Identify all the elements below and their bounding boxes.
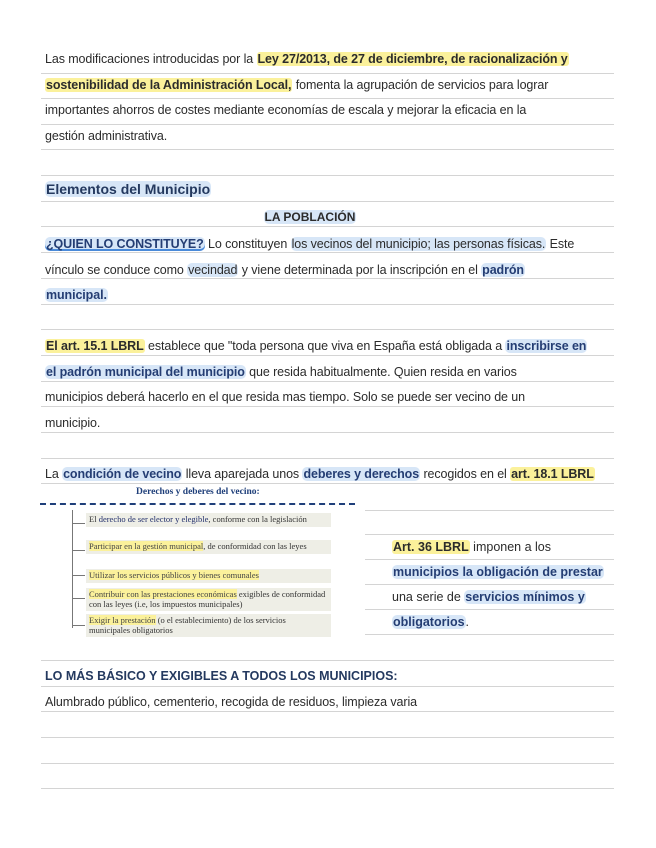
obligatorios-highlight: obligatorios [393,615,465,629]
constituye-line-3 [45,286,613,304]
diagram-tick [72,523,85,524]
constituye-line-2 [45,261,613,279]
item-key: Exigir la prestación [89,615,156,625]
intro-line-1 [45,50,613,68]
art36-line-4 [392,613,469,631]
text: una serie de [392,590,465,604]
diagram-item [86,513,331,527]
text: El [89,514,99,524]
text: . [465,615,470,629]
item-key: Contribuir con las prestaciones económicas [89,589,237,599]
text: que resida habitualmente. Quien resida en varios [245,365,517,379]
text: Este [546,237,575,251]
diagram-title: Derechos y deberes del vecino: [136,487,260,497]
text: lleva aparejada unos [182,467,303,481]
text: vínculo se conduce como [45,263,188,277]
section-heading-text: Elementos del Municipio [46,181,211,197]
art15-line-2 [45,363,613,381]
art15-highlight: El art. 15.1 LBRL [46,339,144,353]
constituye-line-1 [45,235,613,253]
padron-highlight: padrón [482,263,524,277]
deberes-highlight: deberes y derechos [303,467,420,481]
art15-line-3: municipios deberá hacerlo en el que resida mas tiempo. Solo se puede ser vecino de un [45,390,525,404]
text: , de conformidad con las leyes [203,541,307,551]
diagram-tick [72,598,85,599]
inscribirse-highlight: inscribirse en [506,339,587,353]
text: imponen a los [469,540,552,554]
intro-line-2 [45,76,613,94]
art15-line-1 [45,337,613,355]
item-key: derecho de ser elector y elegible [98,514,209,524]
padron-municipal-highlight: el padrón municipal del municipio [46,365,245,379]
text: Lo constituyen [204,237,291,251]
poblacion-title [0,210,620,224]
intro-line-3: importantes ahorros de costes mediante economías de escala y mejorar la eficacia en la [45,103,527,117]
intro-line-4: gestión administrativa. [45,129,168,143]
text: (o el establecimiento) de los servicios municipales obligatorios [89,615,286,635]
art36-line-2 [392,563,604,581]
basico-text: Alumbrado público, cementerio, recogida de residuos, limpieza varia [45,695,417,709]
diagram-tick [72,625,85,626]
municipal-highlight: municipal. [46,288,107,302]
item-key: Utilizar los servicios públicos y bienes comunales [89,570,259,580]
servicios-highlight: servicios mínimos y [465,590,585,604]
question-highlight: ¿QUIEN LO CONSTITUYE? [46,237,204,251]
art36-highlight: Art. 36 LBRL [393,540,469,554]
diagram-item [86,614,331,637]
vecinos-highlight: los vecinos del municipio; las personas físicas. [291,237,546,251]
art15-line-4: municipio. [45,416,101,430]
vecindad-highlight: vecindad [188,263,238,277]
art18-highlight: art. 18.1 LBRL [511,467,594,481]
item-key: Participar en la gestión municipal [89,541,204,551]
diagram-item [86,540,331,554]
basico-title: LO MÁS BÁSICO Y EXIGIBLES A TODOS LOS MUNICIPIOS: [45,669,398,683]
poblacion-title-text: LA POBLACIÓN [264,210,356,224]
diagram-dashed-rule [40,503,355,505]
law-highlight: Ley 27/2013, de 27 de diciembre, de racionalización y [257,52,568,66]
text: exigibles de conformidad con las leyes (i.e, los impuestos municipales) [89,589,326,609]
diagram-tick [72,550,85,551]
obligacion-highlight: municipios la obligación de prestar [393,565,603,579]
text: establece que "toda persona que viva en España está obligada a [144,339,506,353]
intro-text: fomenta la agrupación de servicios para lograr [292,78,549,92]
diagram-tick [72,575,85,576]
condicion-highlight: condición de vecino [63,467,182,481]
law-highlight: sostenibilidad de la Administración Local, [46,78,292,92]
intro-text: Las modificaciones introducidas por la [45,52,257,66]
condicion-line [45,465,613,483]
diagram-item [86,569,331,583]
art36-line-1 [392,538,551,556]
text: y viene determinada por la inscripción en el [238,263,482,277]
section-heading [45,180,211,198]
art36-line-3 [392,588,586,606]
text: , conforme con la legislación [208,514,307,524]
diagram-item [86,588,331,611]
diagram-connector [72,510,73,628]
text: La [45,467,63,481]
text: recogidos en el [420,467,511,481]
